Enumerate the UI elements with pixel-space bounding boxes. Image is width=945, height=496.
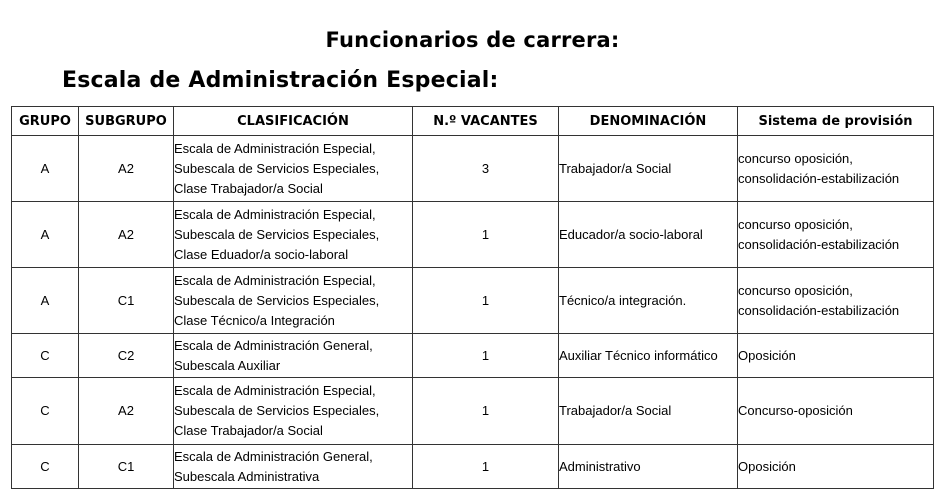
cell-denominacion: Auxiliar Técnico informático xyxy=(559,334,738,378)
cell-grupo: A xyxy=(12,202,79,268)
cell-subgrupo: C1 xyxy=(79,268,174,334)
header-vacantes: N.º VACANTES xyxy=(413,107,559,136)
table-row xyxy=(12,334,934,378)
cell-vacantes: 1 xyxy=(413,378,559,445)
header-grupo: GRUPO xyxy=(12,107,79,136)
cell-vacantes: 1 xyxy=(413,268,559,334)
cell-clasificacion: Escala de Administración Especial, Subescala de Servicios Especiales, Clase Técnico/a Integración xyxy=(174,268,413,334)
section-subtitle: Escala de Administración Especial: xyxy=(62,68,499,93)
cell-sistema: concurso oposición, consolidación-estabilización xyxy=(738,136,934,202)
cell-denominacion: Educador/a socio-laboral xyxy=(559,202,738,268)
cell-grupo: A xyxy=(12,136,79,202)
header-denominacion: DENOMINACIÓN xyxy=(559,107,738,136)
cell-subgrupo: A2 xyxy=(79,202,174,268)
cell-grupo: C xyxy=(12,445,79,489)
cell-clasificacion: Escala de Administración Especial, Subescala de Servicios Especiales, Clase Trabajador/a Social xyxy=(174,378,413,445)
header-clasificacion: CLASIFICACIÓN xyxy=(174,107,413,136)
cell-denominacion: Trabajador/a Social xyxy=(559,378,738,445)
cell-sistema: Concurso-oposición xyxy=(738,378,934,445)
cell-sistema: Oposición xyxy=(738,445,934,489)
table-header-row xyxy=(12,107,934,136)
cell-clasificacion: Escala de Administración Especial, Subescala de Servicios Especiales, Clase Eduador/a socio-laboral xyxy=(174,202,413,268)
table-row xyxy=(12,136,934,202)
cell-vacantes: 3 xyxy=(413,136,559,202)
cell-clasificacion: Escala de Administración Especial, Subescala de Servicios Especiales, Clase Trabajador/a Social xyxy=(174,136,413,202)
cell-grupo: C xyxy=(12,334,79,378)
table-row xyxy=(12,202,934,268)
header-subgrupo: SUBGRUPO xyxy=(79,107,174,136)
cell-subgrupo: C1 xyxy=(79,445,174,489)
cell-grupo: C xyxy=(12,378,79,445)
cell-sistema: Oposición xyxy=(738,334,934,378)
cell-denominacion: Técnico/a integración. xyxy=(559,268,738,334)
table-row xyxy=(12,445,934,489)
cell-vacantes: 1 xyxy=(413,334,559,378)
cell-denominacion: Trabajador/a Social xyxy=(559,136,738,202)
cell-vacantes: 1 xyxy=(413,202,559,268)
table-row xyxy=(12,378,934,445)
cell-sistema: concurso oposición, consolidación-estabilización xyxy=(738,268,934,334)
cell-subgrupo: A2 xyxy=(79,136,174,202)
vacancies-table xyxy=(11,106,934,489)
cell-clasificacion: Escala de Administración General, Subescala Auxiliar xyxy=(174,334,413,378)
cell-subgrupo: A2 xyxy=(79,378,174,445)
cell-clasificacion: Escala de Administración General, Subescala Administrativa xyxy=(174,445,413,489)
table-row xyxy=(12,268,934,334)
page-title: Funcionarios de carrera: xyxy=(325,28,620,52)
header-sistema: Sistema de provisión xyxy=(738,107,934,136)
cell-vacantes: 1 xyxy=(413,445,559,489)
cell-grupo: A xyxy=(12,268,79,334)
cell-denominacion: Administrativo xyxy=(559,445,738,489)
cell-subgrupo: C2 xyxy=(79,334,174,378)
cell-sistema: concurso oposición, consolidación-estabilización xyxy=(738,202,934,268)
